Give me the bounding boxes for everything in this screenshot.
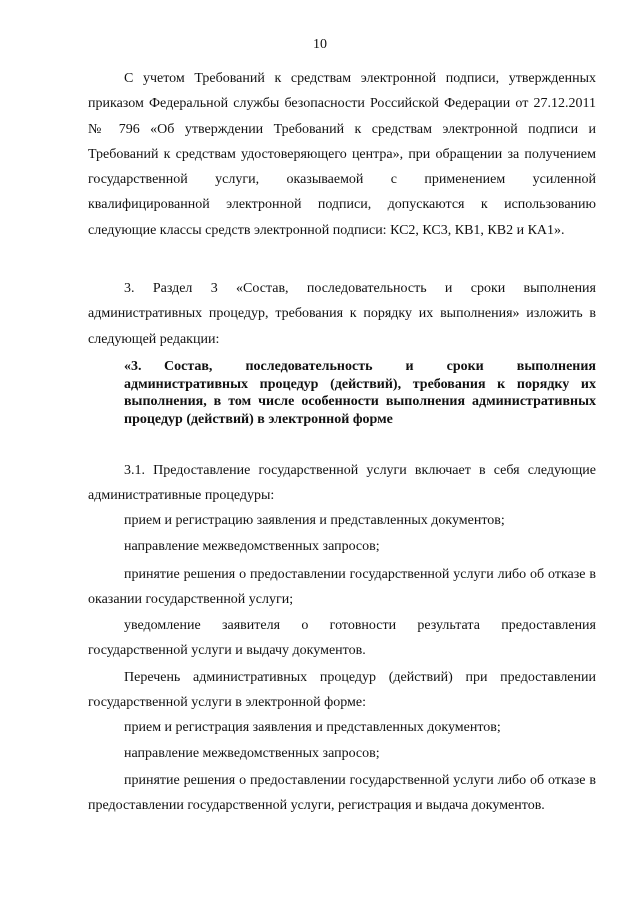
section-heading-number: «3. xyxy=(124,359,142,374)
paragraph-3-1: 3.1. Предоставление государственной услуги включает в себя следующие административные процедуры: xyxy=(88,463,596,504)
section-heading-text: Состав, последовательность и сроки выполнения административных процедур (действий), требования к порядку их выполнения, в том числе особенности выполнения административных процедур (действий) в электронной форме xyxy=(124,359,596,427)
paragraph-decision-electronic: принятие решения о предоставлении государственной услуги либо об отказе в предоставлении государственной услуги, регистрация и выдача документов. xyxy=(88,773,596,814)
paragraph-electronic-signature-requirements: С учетом Требований к средствам электронной подписи, утвержденных приказом Федеральной службы безопасности Российской Федерации от 27.12.2011 № 796 «Об утверждении Требований к средствам электронной подписи и Требований к средствам удостоверяющего центра», при обращении за получением государственной услуги, оказываемой с применением усиленной квалифицированной электронной подписи, допускаются к использованию следующие классы средств электронной подписи: КС2, КС3, КВ1, КВ2 и КА1». xyxy=(88,71,596,238)
paragraph-decision: принятие решения о предоставлении государственной услуги либо об отказе в оказании государственной услуги; xyxy=(88,567,596,608)
list-item: прием и регистрация заявления и представленных документов; xyxy=(124,720,501,735)
page-number: 10 xyxy=(313,37,327,52)
list-item: прием и регистрацию заявления и представленных документов; xyxy=(124,513,505,528)
section-heading xyxy=(124,358,596,428)
paragraph-electronic-procedures: Перечень административных процедур (действий) при предоставлении государственной услуги в электронной форме: xyxy=(88,670,596,711)
paragraph-notification: уведомление заявителя о готовности результата предоставления государственной услуги и выдачу документов. xyxy=(88,618,596,659)
list-item: направление межведомственных запросов; xyxy=(124,746,380,761)
list-item: направление межведомственных запросов; xyxy=(124,539,380,554)
paragraph-section3-amendment: 3. Раздел 3 «Состав, последовательность и сроки выполнения административных процедур, требования к порядку их выполнения» изложить в следующей редакции: xyxy=(88,281,596,347)
